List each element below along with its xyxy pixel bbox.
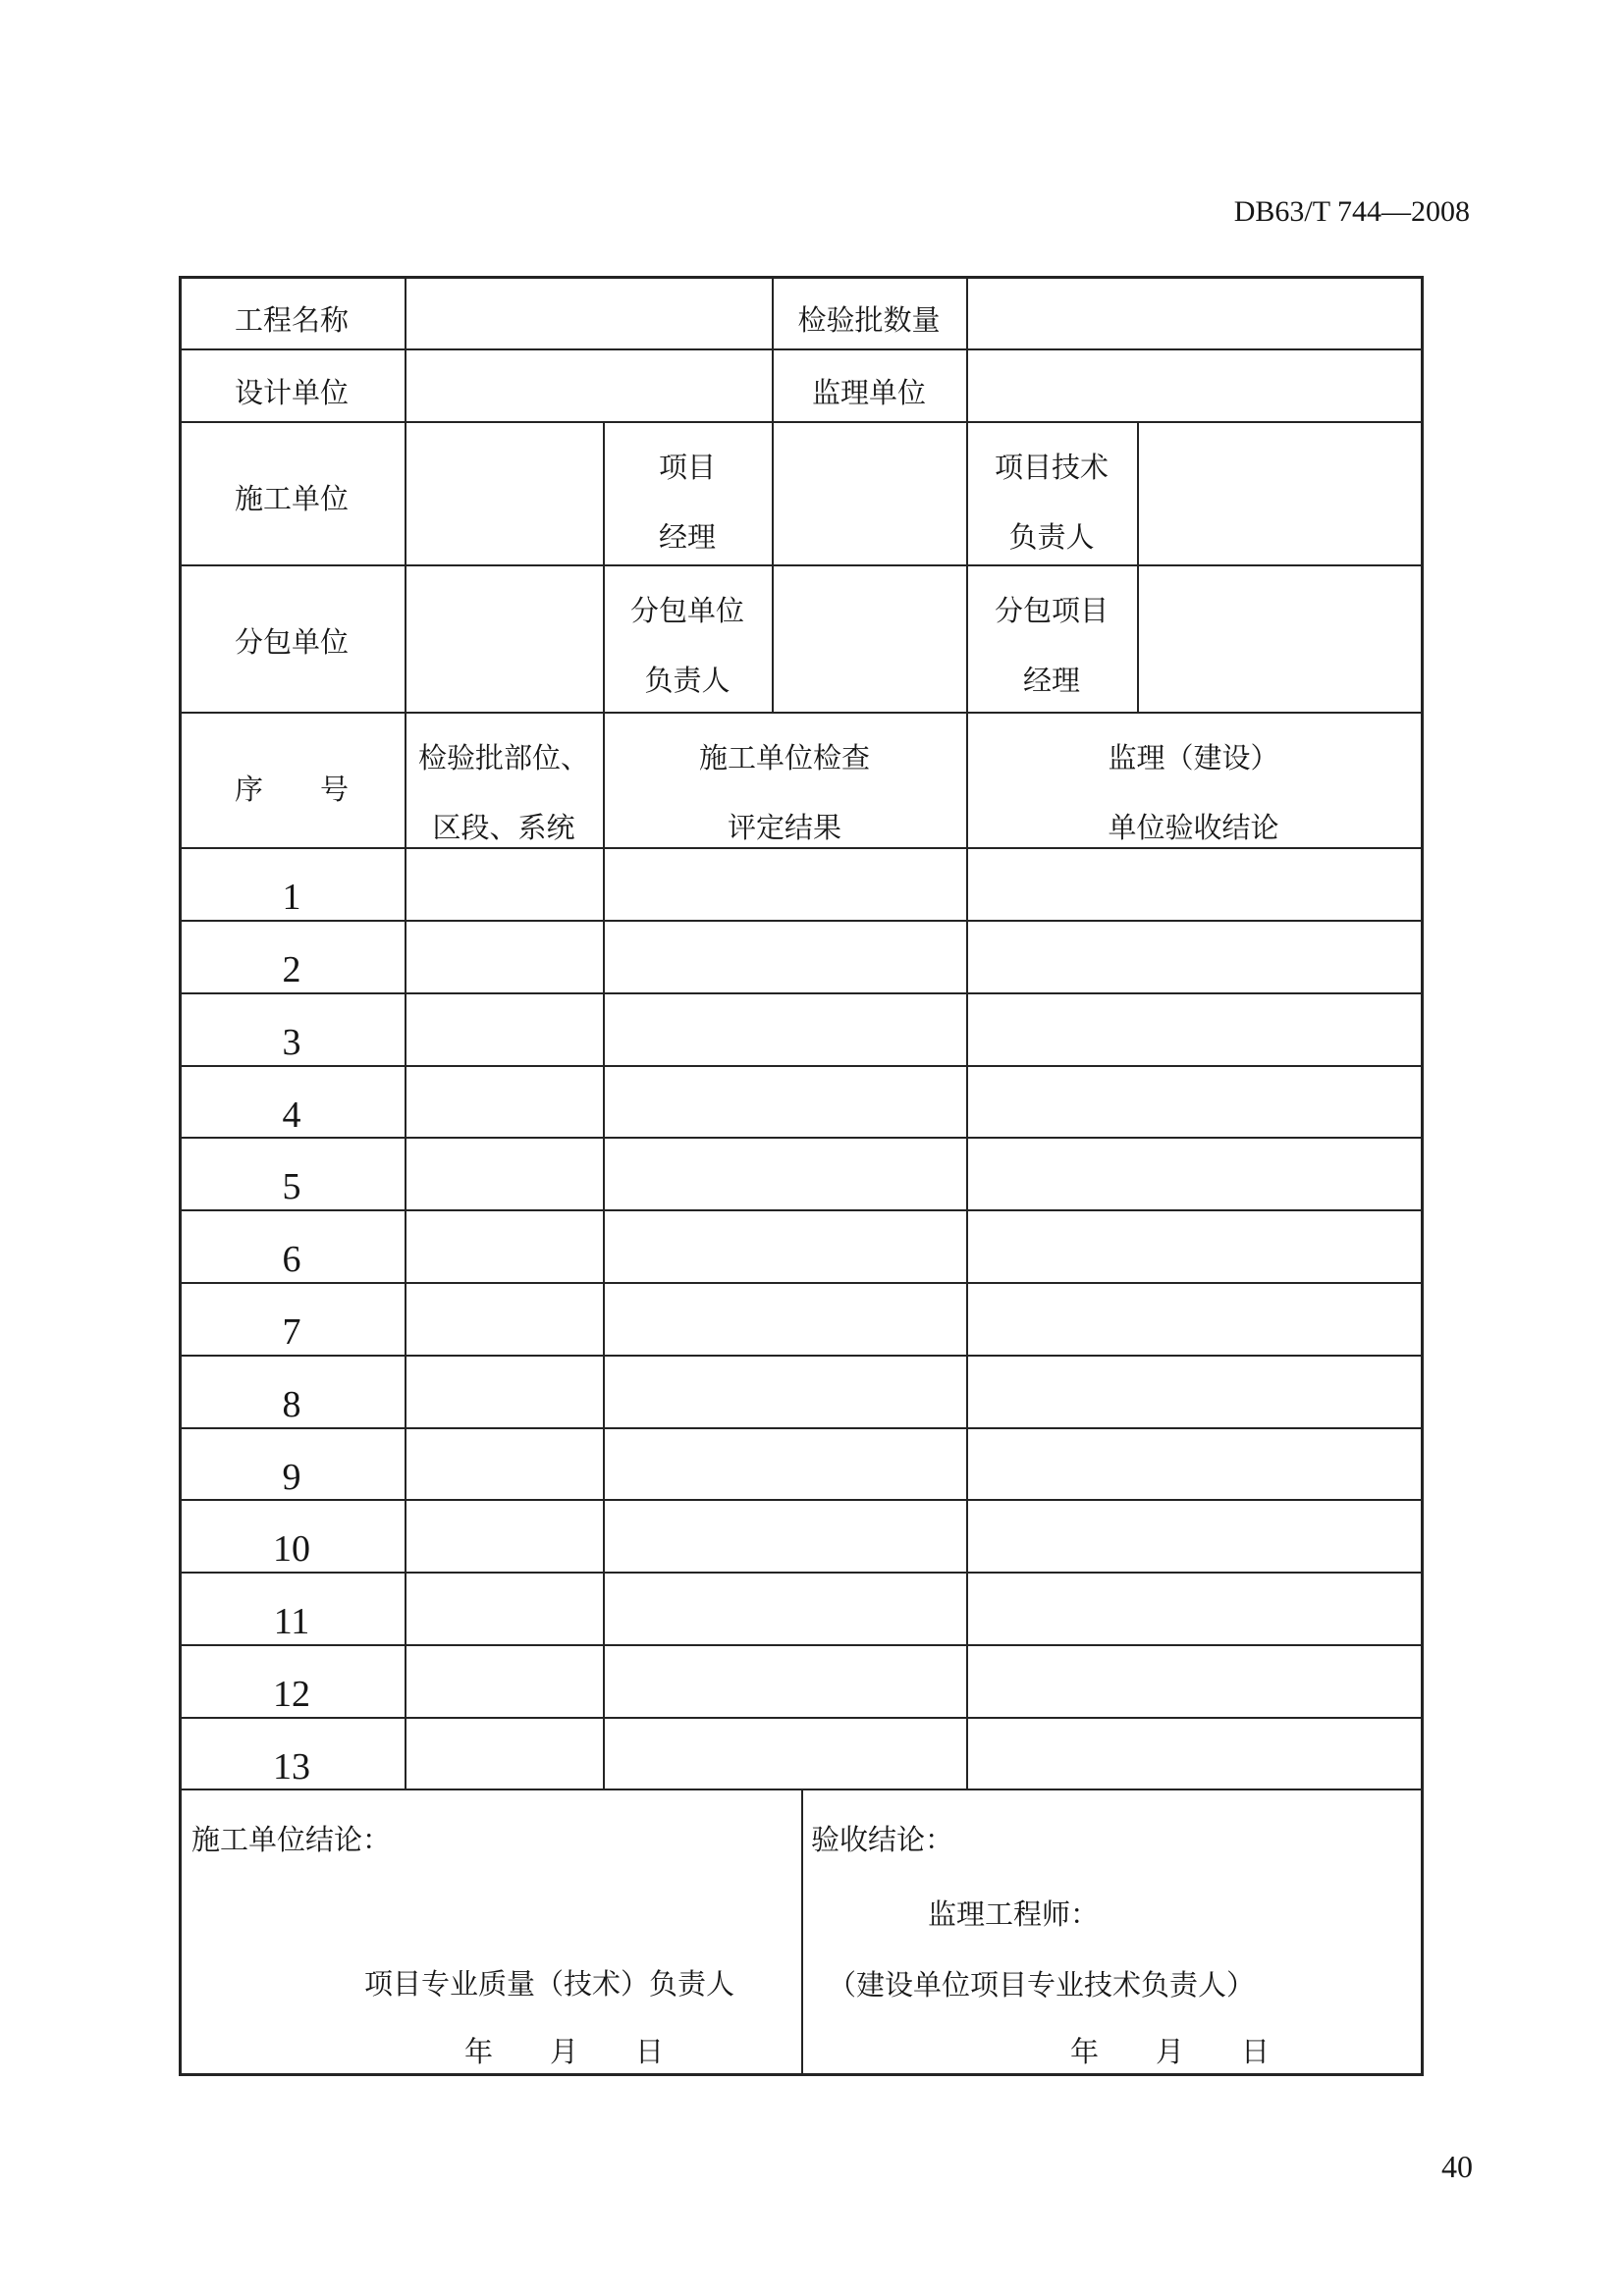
location-cell	[405, 1209, 603, 1282]
self-check-cell	[603, 1282, 966, 1355]
batch-row	[179, 1282, 1421, 1355]
self-check-cell	[603, 920, 966, 992]
header-line: 评定结果	[727, 813, 841, 844]
location-cell	[405, 1065, 603, 1138]
design-unit-label: 设计单位	[234, 378, 349, 409]
construction-unit-value	[405, 421, 603, 564]
subcontract-unit-value	[405, 564, 603, 712]
supervision-unit-label: 监理单位	[811, 378, 926, 409]
acceptance-cell	[966, 1644, 1421, 1717]
serial-cell: 6	[282, 1239, 301, 1280]
acceptance-cell	[966, 1137, 1421, 1209]
subcontract-pm-value	[1137, 564, 1421, 712]
project-tech-leader-value	[1137, 421, 1421, 564]
acceptance-cell	[966, 847, 1421, 920]
supervision-unit-value	[966, 348, 1421, 421]
location-cell	[405, 1499, 603, 1572]
label-line: 负责人	[644, 666, 731, 697]
serial-cell: 13	[273, 1746, 310, 1788]
batch-row	[179, 1137, 1421, 1209]
grid-line-v	[1421, 276, 1424, 2076]
self-check-cell	[603, 1644, 966, 1717]
acceptance-cell	[966, 1572, 1421, 1644]
self-check-cell	[603, 1499, 966, 1572]
header-line: 单位验收结论	[1108, 813, 1279, 844]
serial-cell: 7	[282, 1311, 301, 1353]
batch-row	[179, 847, 1421, 920]
location-cell	[405, 1427, 603, 1500]
acceptance-cell	[966, 1209, 1421, 1282]
location-cell	[405, 1644, 603, 1717]
grid-line-v	[801, 1789, 803, 2076]
standard-code: DB63/T 744—2008	[1233, 195, 1470, 228]
batch-row	[179, 920, 1421, 992]
batch-row	[179, 1355, 1421, 1427]
acceptance-cell	[966, 1499, 1421, 1572]
page-number: 40	[1441, 2149, 1473, 2184]
subcontract-leader-value	[772, 564, 966, 712]
location-cell	[405, 1137, 603, 1209]
location-cell	[405, 1717, 603, 1789]
acceptance-cell	[966, 992, 1421, 1065]
location-cell	[405, 920, 603, 992]
supervising-engineer-line: 监理工程师：	[928, 1899, 1100, 1931]
self-check-cell	[603, 1137, 966, 1209]
acceptance-date-line: 年 月 日	[1070, 2037, 1271, 2068]
batch-row	[179, 1644, 1421, 1717]
label-line: 经理	[658, 522, 716, 554]
header-line: 施工单位检查	[698, 743, 870, 774]
construction-conclusion-title: 施工单位结论：	[191, 1825, 392, 1856]
self-check-cell	[603, 1717, 966, 1789]
serial-cell: 10	[273, 1528, 310, 1570]
batch-row	[179, 1209, 1421, 1282]
batch-row	[179, 1065, 1421, 1138]
label-line: 分包单位	[629, 596, 744, 627]
serial-cell: 11	[273, 1601, 310, 1642]
serial-cell: 9	[282, 1457, 301, 1498]
self-check-cell	[603, 1427, 966, 1500]
label-line: 经理	[1022, 666, 1080, 697]
project-name-label: 工程名称	[234, 305, 349, 337]
column-header-acceptance	[966, 712, 1421, 860]
self-check-cell	[603, 992, 966, 1065]
owner-tech-leader-line: （建设单位项目专业技术负责人）	[828, 1970, 1256, 2002]
batch-qty-value	[966, 276, 1421, 348]
serial-cell: 8	[282, 1384, 301, 1425]
design-unit-value	[405, 348, 770, 421]
batch-row	[179, 992, 1421, 1065]
column-header-self-check	[603, 712, 966, 860]
column-header-serial: 序 号	[234, 774, 349, 806]
serial-cell: 1	[282, 877, 301, 918]
batch-row	[179, 1427, 1421, 1500]
header-line: 检验批部位、	[417, 743, 589, 774]
header-line: 区段、系统	[432, 813, 575, 844]
serial-cell: 5	[282, 1166, 301, 1207]
batch-qty-label: 检验批数量	[797, 305, 941, 337]
subcontract-unit-label: 分包单位	[234, 627, 349, 659]
acceptance-cell	[966, 1717, 1421, 1789]
label-line: 负责人	[1008, 522, 1095, 554]
batch-row	[179, 1717, 1421, 1789]
acceptance-cell	[966, 1427, 1421, 1500]
acceptance-cell	[966, 1355, 1421, 1427]
location-cell	[405, 1355, 603, 1427]
location-cell	[405, 1572, 603, 1644]
project-manager-value	[772, 421, 966, 564]
location-cell	[405, 847, 603, 920]
location-cell	[405, 992, 603, 1065]
self-check-cell	[603, 1572, 966, 1644]
serial-cell: 12	[273, 1674, 310, 1715]
label-line: 项目技术	[994, 453, 1109, 484]
self-check-cell	[603, 1209, 966, 1282]
subcontract-pm-label	[966, 564, 1137, 724]
project-manager-label	[603, 421, 772, 577]
location-cell	[405, 1282, 603, 1355]
header-line: 监理（建设）	[1108, 743, 1279, 774]
label-line: 项目	[658, 453, 716, 484]
serial-cell: 4	[282, 1095, 301, 1136]
acceptance-cell	[966, 1282, 1421, 1355]
construction-signer-line: 项目专业质量（技术）负责人	[364, 1969, 735, 2001]
batch-row	[179, 1499, 1421, 1572]
self-check-cell	[603, 1355, 966, 1427]
subcontract-leader-label	[603, 564, 772, 724]
project-name-value	[405, 276, 770, 348]
construction-unit-label: 施工单位	[234, 484, 349, 515]
acceptance-conclusion-title: 验收结论：	[811, 1825, 954, 1856]
serial-cell: 2	[282, 949, 301, 990]
construction-date-line: 年 月 日	[464, 2037, 665, 2068]
label-line: 分包项目	[994, 596, 1109, 627]
self-check-cell	[603, 847, 966, 920]
column-header-location	[405, 712, 603, 860]
serial-cell: 3	[282, 1022, 301, 1063]
batch-row	[179, 1572, 1421, 1644]
acceptance-cell	[966, 920, 1421, 992]
acceptance-cell	[966, 1065, 1421, 1138]
self-check-cell	[603, 1065, 966, 1138]
project-tech-leader-label	[966, 421, 1137, 577]
